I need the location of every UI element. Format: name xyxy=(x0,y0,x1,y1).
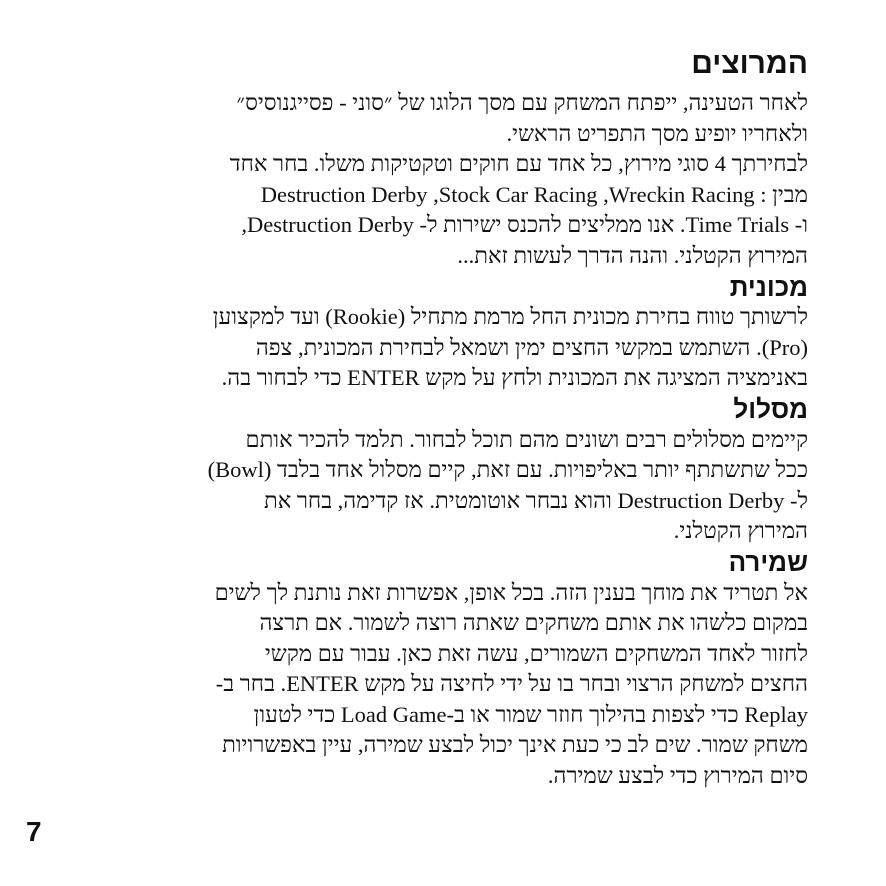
section-save xyxy=(78,547,808,792)
text-line: באנימציה המציגה את המכונית ולחץ על מקש ENTER כדי לבחור בה. xyxy=(221,365,808,391)
text-line: (Pro). השתמש במקשי החצים ימין ושמאל לבחירת המכונית, צפה xyxy=(255,334,808,360)
text-line: המירוץ הקטלני. והנה הדרך לעשות זאת... xyxy=(457,242,808,268)
text-line: קיימים מסלולים רבים ושונים מהם תוכל לבחור. תלמד להכיר אותם xyxy=(245,426,808,452)
text-line: Replay כדי לצפות בהילוך חוזר שמור או ב-Load Game כדי לטעון xyxy=(253,701,808,727)
page-number: 7 xyxy=(26,816,42,847)
text-line: לחזור לאחד המשחקים השמורים, עשה זאת כאן. עבור עם מקשי xyxy=(264,640,808,666)
section-track xyxy=(78,394,808,547)
intro-paragraph xyxy=(78,88,808,272)
manual-page xyxy=(78,44,808,792)
section-car xyxy=(78,272,808,394)
text-line: מבין : Destruction Derby ,Stock Car Racing ,Wreckin Racing xyxy=(260,181,808,207)
text-line: המירוץ הקטלני. xyxy=(673,518,808,544)
text-line: לרשותך טווח בחירת מכונית החל מרמת מתחיל (Rookie) ועד למקצוען xyxy=(212,304,808,330)
section-heading: מכונית xyxy=(729,271,808,302)
text-line: ככל שתשתתף יותר באליפויות. עם זאת, קיים מסלול אחד בלבד (Bowl) xyxy=(207,457,808,483)
text-line: סיום המירוץ כדי לבצע שמירה. xyxy=(547,763,808,789)
text-line: לבחירתך 4 סוגי מירוץ, כל אחד עם חוקים וטקטיקות משלו. בחר אחד xyxy=(229,151,808,177)
text-line: החצים למשחק הרצוי ובחר בו על ידי לחיצה על מקש ENTER. בחר ב- xyxy=(215,671,808,697)
text-line: משחק שמור. שים לב כי כעת אינך יכול לבצע שמירה, עיין באפשרויות xyxy=(222,732,808,758)
text-line: ולאחריו יופיע מסך התפריט הראשי. xyxy=(506,120,808,146)
section-heading: שמירה xyxy=(728,546,808,577)
text-line: לאחר הטעינה, ייפתח המשחק עם מסך הלוגו של ״סוני - פסייגנוסיס״ xyxy=(236,90,808,115)
text-line: במקום כלשהו את אותם משחקים שאתה רוצה לשמור. אם תרצה xyxy=(259,610,808,636)
page-title: המרוצים xyxy=(691,47,808,80)
text-line: ו- Time Trials. אנו ממליצים להכנס ישירות ל- Destruction Derby, xyxy=(241,212,808,238)
text-line: ל- Destruction Derby והוא נבחר אוטומטית. אז קדימה, בחר את xyxy=(263,487,808,513)
section-heading: מסלול xyxy=(733,393,808,424)
text-line: אל תטריד את מוחך בענין הזה. בכל אופן, אפשרות זאת נותנת לך לשים xyxy=(214,579,808,605)
